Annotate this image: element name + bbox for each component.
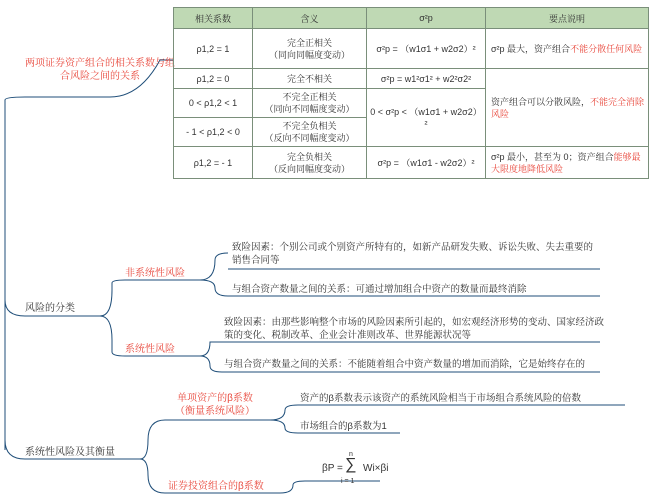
unsystematic-risk-node[interactable]: 非系统性风险	[125, 268, 185, 279]
connector-unsys	[100, 280, 200, 316]
formula-cell: σ²p = （w1σ1 + w2σ2）²	[367, 29, 486, 69]
portfolio-beta-node[interactable]: 证券投资组合的β系数	[168, 481, 264, 492]
connector-single-beta	[140, 420, 270, 459]
portfolio-beta-formula	[322, 451, 392, 485]
formula-cell: σ²p = （w1σ1 - w2σ2）²	[367, 147, 486, 179]
formula-cell: σ²p = w1²σ1² + w2²σ2²	[367, 69, 486, 89]
coef-cell: - 1 < ρ1,2 < 0	[174, 118, 253, 147]
meaning-cell: 不完全负相关 （反向不同幅度变动）	[253, 118, 367, 147]
note-cell-merged: 资产组合可以分散风险，不能完全消除风险	[486, 69, 649, 147]
connector-sys-cause	[200, 342, 600, 356]
formula-rhs: Wi×βi	[363, 463, 389, 474]
meaning-cell: 不完全正相关 （同向不同幅度变动）	[253, 89, 367, 118]
correlation-topic[interactable]: 两项证券资产组合的相关系数与组合风险之间的关系	[25, 58, 175, 82]
sigma-icon: ∑	[345, 456, 357, 473]
connector-correlation	[5, 97, 110, 100]
single-beta-node[interactable]	[160, 392, 270, 418]
systematic-relation: 与组合资产数量之间的关系：不能随着组合中资产数量的增加而消除，它是始终存在的	[224, 359, 586, 370]
systematic-cause: 致险因素：由那些影响整个市场的风险因素所引起的，如宏观经济形势的变动、国家经济政策的变化、税制改革、企业会计准则改革、世界能源状况等	[224, 317, 605, 341]
meaning-cell: 完全不相关	[253, 69, 367, 89]
formula-sum-top: n	[349, 451, 353, 458]
risk-classification-topic[interactable]: 风险的分类	[25, 303, 75, 314]
connector-beta-point1	[270, 405, 625, 420]
meaning-cell: 完全负相关 （反向同幅度变动）	[253, 147, 367, 179]
coef-cell: ρ1,2 = 1	[174, 29, 253, 69]
table-row	[174, 147, 649, 179]
single-beta-sublabel: （衡量系统风险）	[175, 406, 255, 417]
systematic-measure-topic[interactable]: 系统性风险及其衡量	[25, 447, 115, 458]
unsystematic-cause: 致险因素：个别公司或个别资产所特有的，如新产品研发失败、诉讼失败、失去重要的销售合同等	[232, 242, 594, 266]
coef-cell: ρ1,2 = - 1	[174, 147, 253, 179]
meaning-cell: 完全正相关 （同向同幅度变动）	[253, 29, 367, 69]
header-variance: σ²p	[367, 8, 486, 29]
table-row	[174, 69, 649, 89]
table-row	[174, 29, 649, 69]
correlation-table	[173, 7, 649, 179]
unsystematic-relation: 与组合资产数量之间的关系：可通过增加组合中资产的数量而最终消除	[232, 284, 527, 295]
single-beta-label: 单项资产的β系数	[177, 393, 253, 404]
formula-lhs: βP =	[322, 463, 343, 474]
beta-point-1: 资产的β系数表示该资产的系统风险相当于市场组合系统风险的倍数	[300, 393, 581, 404]
connector-unsys-cause	[200, 253, 228, 280]
formula-cell-merged: 0 < σ²p < （w1σ1 + w2σ2）²	[367, 89, 486, 147]
formula-sum-bottom: i = 1	[341, 478, 355, 485]
coef-cell: ρ1,2 = 0	[174, 69, 253, 89]
coef-cell: 0 < ρ1,2 < 1	[174, 89, 253, 118]
note-cell: σ²p 最大，资产组合不能分散任何风险	[486, 29, 649, 69]
note-cell: σ²p 最小，甚至为 0；资产组合能够最大限度地降低风险	[486, 147, 649, 179]
header-coef: 相关系数	[174, 8, 253, 29]
header-meaning: 含义	[253, 8, 367, 29]
header-notes: 要点说明	[486, 8, 649, 29]
systematic-risk-node[interactable]: 系统性风险	[125, 344, 175, 355]
beta-point-2: 市场组合的β系数为1	[300, 421, 387, 432]
